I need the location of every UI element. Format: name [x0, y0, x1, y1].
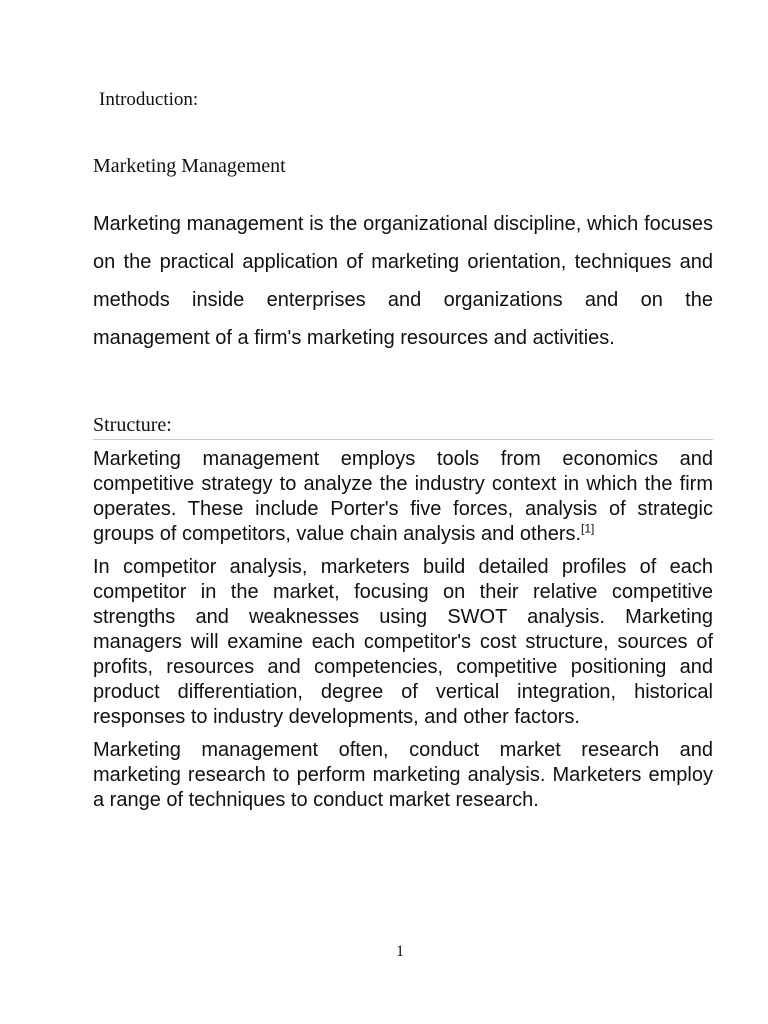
- structure-paragraph-2: In competitor analysis, marketers build detailed profiles of each competitor in the market, focusing on their relative competitive strengths and weaknesses using SWOT analysis. Marketing managers will examine each competitor's cost structure, sources of profits, resources and competencies, competitive positioning and product differentiation, degree of vertical integration, historical responses to industry developments, and other factors.: [93, 556, 713, 728]
- structure-paragraph-3: Marketing management often, conduct market research and marketing research to perform marketing analysis. Marketers employ a range of techniques to conduct market research.: [93, 739, 713, 811]
- structure-paragraph-1-text: Marketing management employs tools from economics and competitive strategy to analyze the industry context in which the firm operates. These include Porter's five forces, analysis of strategic groups of competitors, value chain analysis and others.: [93, 448, 713, 545]
- reference-marker[interactable]: [1]: [581, 521, 595, 536]
- definition-paragraph: Marketing management is the organizational discipline, which focuses on the practical application of marketing orientation, techniques and methods inside enterprises and organizations and on the management of a firm's marketing resources and activities.: [93, 213, 713, 349]
- structure-paragraph-1: [93, 447, 713, 547]
- introduction-heading: Introduction:: [99, 89, 199, 110]
- structure-body: [93, 447, 713, 821]
- page-number: 1: [396, 943, 404, 960]
- structure-heading: Structure:: [93, 412, 713, 440]
- marketing-management-heading: Marketing Management: [93, 155, 286, 177]
